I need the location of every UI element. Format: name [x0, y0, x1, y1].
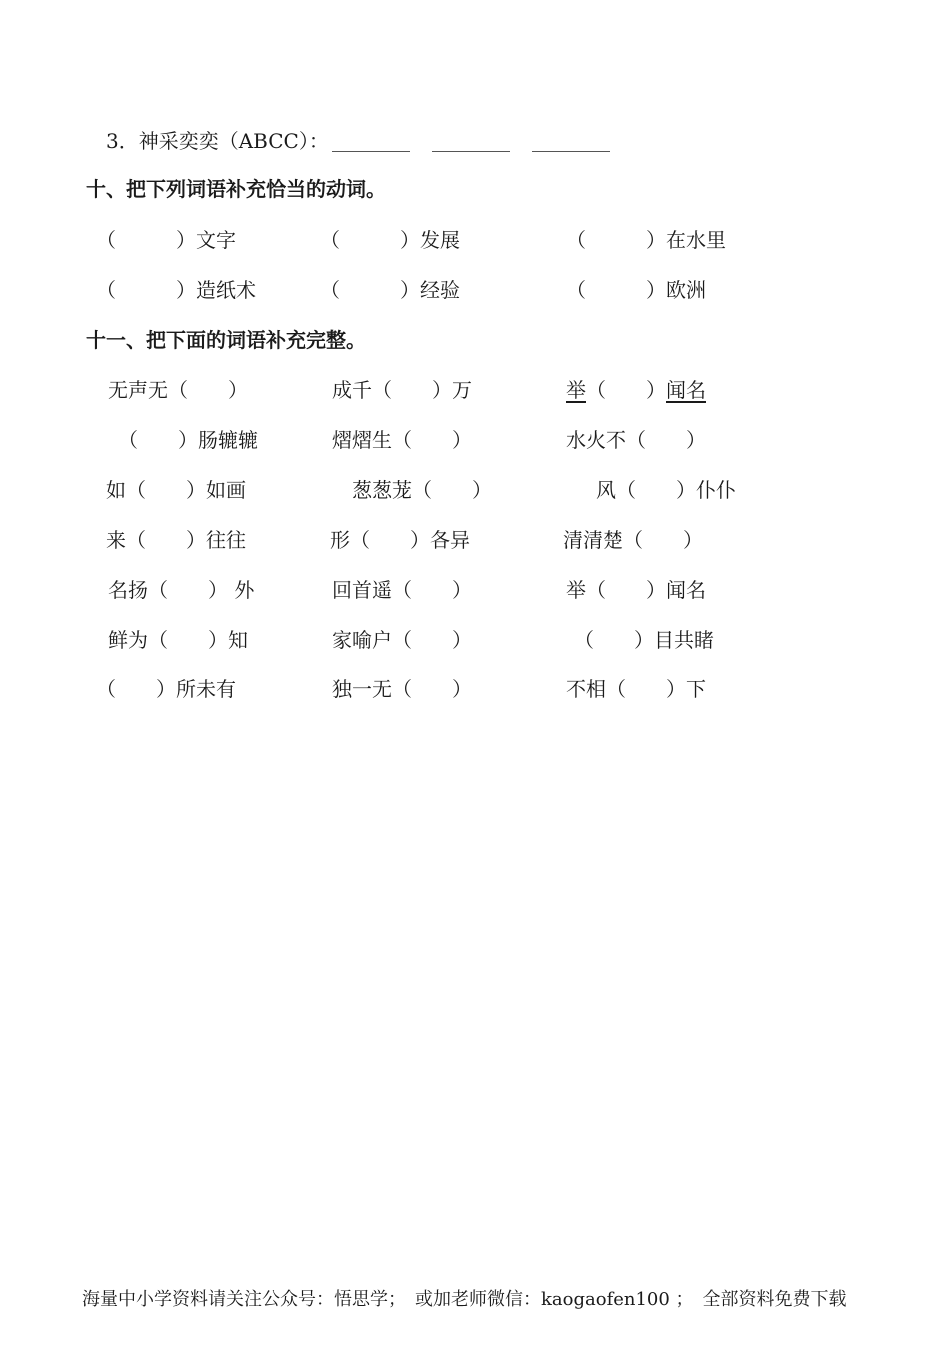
question-3-label: 3．神采奕奕（ABCC）：: [106, 129, 329, 153]
verb-fill-item: （ ）文字: [96, 228, 236, 252]
idiom-fill-item: （ ）目共睹: [574, 628, 714, 652]
section-11-heading: 十一、把下面的词语补充完整。: [86, 328, 366, 352]
verb-fill-item: （ ）造纸术: [96, 278, 256, 302]
underlined-chars: 闻名: [666, 378, 706, 402]
idiom-fill-item: （ ）肠辘辘: [118, 428, 258, 452]
verb-fill-item: （ ）发展: [320, 228, 460, 252]
idiom-fill-item: 独一无（ ）: [332, 677, 472, 701]
idiom-fill-item: 不相（ ）下: [566, 677, 706, 701]
idiom-fill-item: 成千（ ）万: [332, 378, 472, 402]
idiom-fill-item: [566, 378, 706, 402]
answer-blank-1[interactable]: [332, 151, 410, 152]
idiom-fill-item: 清清楚（ ）: [563, 528, 703, 552]
idiom-fill-item: 回首遥（ ）: [332, 578, 472, 602]
idiom-fill-item: 葱葱茏（ ）: [352, 478, 492, 502]
idiom-fill-item: 来（ ）往往: [106, 528, 246, 552]
idiom-fill-item: 水火不（ ）: [566, 428, 706, 452]
underlined-char: 举: [566, 378, 586, 402]
idiom-fill-item: 形（ ）各异: [330, 528, 470, 552]
answer-blank-3[interactable]: [532, 151, 610, 152]
idiom-fill-item: 风（ ）仆仆: [596, 478, 736, 502]
verb-fill-item: （ ）在水里: [566, 228, 726, 252]
idiom-fill-item: 鲜为（ ）知: [108, 628, 248, 652]
answer-blank-2[interactable]: [432, 151, 510, 152]
page-footer: 海量中小学资料请关注公众号：悟思学； 或加老师微信：kaogaofen100 ； 全部资料免费下载: [82, 1289, 847, 1310]
idiom-fill-item: （ ）所未有: [96, 677, 236, 701]
idiom-fill-item: 举（ ）闻名: [566, 578, 706, 602]
idiom-fill-item: 如（ ）如画: [106, 478, 246, 502]
idiom-fill-item: 熠熠生（ ）: [332, 428, 472, 452]
idiom-fill-item: 无声无（ ）: [108, 378, 248, 402]
section-10-heading: 十、把下列词语补充恰当的动词。: [86, 177, 386, 201]
idiom-blank: （ ）: [586, 378, 666, 402]
verb-fill-item: （ ）经验: [320, 278, 460, 302]
verb-fill-item: （ ）欧洲: [566, 278, 706, 302]
idiom-fill-item: 家喻户（ ）: [332, 628, 472, 652]
idiom-fill-item: 名扬（ ） 外: [108, 578, 255, 602]
